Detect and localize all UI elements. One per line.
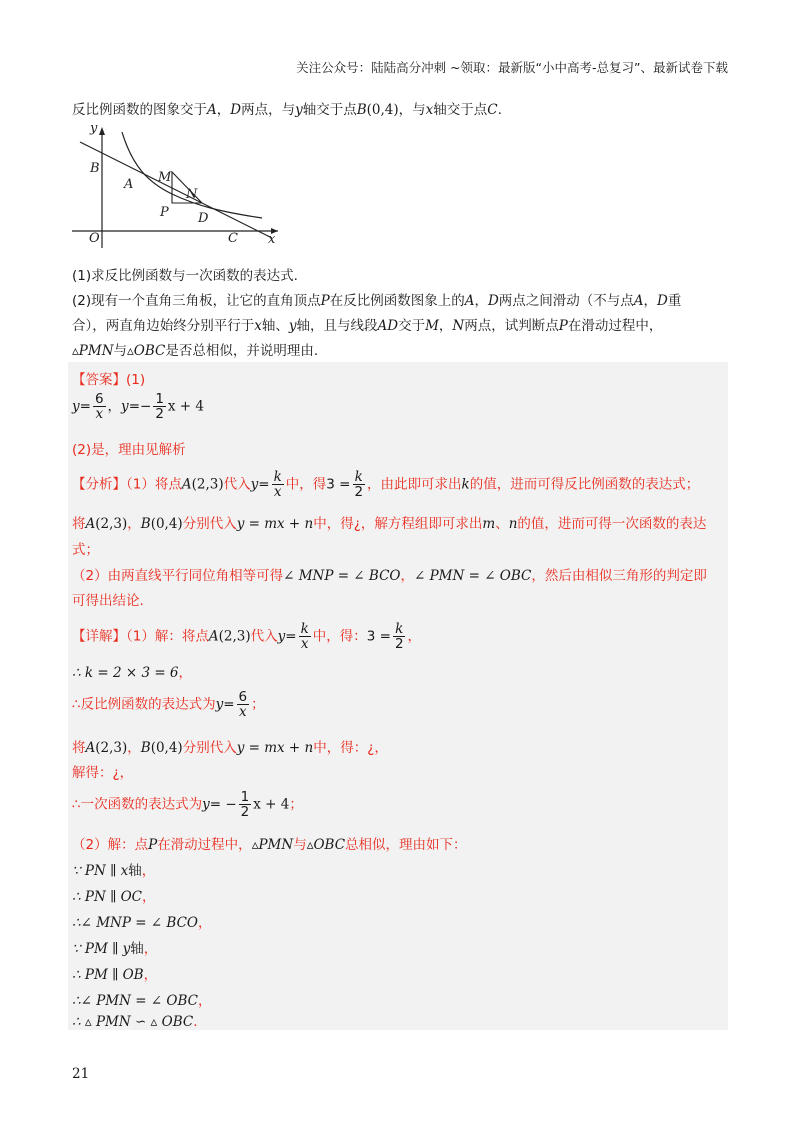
analysis-var: y	[250, 476, 259, 493]
analysis-op: 3 =	[326, 476, 351, 493]
detail-text: ∴反比例函数的表达式为	[72, 696, 216, 713]
q2-var: OBC	[133, 343, 166, 359]
q2-var: N	[452, 318, 465, 334]
q2-var: M	[425, 318, 439, 334]
q2-var: PMN	[78, 343, 114, 359]
q2-var: D	[487, 293, 499, 309]
detail-equation: ∴∠ PMN = ∠ OBC	[72, 993, 198, 1009]
ans-op: =	[79, 398, 91, 415]
frac-den: 2	[155, 406, 164, 423]
q2-var: y	[288, 318, 297, 334]
q2-var: P	[320, 293, 330, 309]
answer-part-1: (1)	[126, 372, 146, 388]
triangle-symbol: ▵	[72, 343, 79, 359]
q2-text: ，	[643, 293, 658, 309]
detail-line-3	[72, 690, 265, 719]
detail-coord: (2,3)	[95, 740, 128, 756]
analysis-text: 代入	[223, 476, 251, 493]
fraction-k-over-2	[393, 622, 406, 651]
intro-text: 两点，与	[241, 102, 296, 118]
detail-equation: ∴ ▵ PMN ∽ ▵ OBC	[72, 1014, 194, 1030]
detail-text: 分别代入	[182, 740, 237, 756]
intro-x-var: x	[425, 102, 434, 118]
detail-text: ∴一次函数的表达式为	[72, 796, 203, 813]
detail-text: 代入	[250, 628, 278, 645]
point-label-a: A	[124, 177, 134, 192]
analysis-var: k	[461, 476, 470, 493]
q2-text: (2)现有一个直角三角板，让它的直角顶点	[72, 293, 321, 309]
analysis-op: =	[258, 476, 270, 493]
intro-end: .	[497, 102, 502, 118]
detail-var: y	[277, 628, 286, 645]
analysis-coord: (2,3)	[191, 476, 224, 493]
point-label-b: B	[90, 161, 100, 176]
analysis-line-1	[72, 470, 699, 499]
detail-var: A	[85, 740, 96, 756]
detail-var: P	[148, 837, 158, 853]
analysis-var: B	[140, 516, 151, 532]
analysis-coord: (0,4)	[150, 516, 183, 532]
analysis-text: 分别代入	[182, 516, 237, 532]
intro-point-d: D	[230, 102, 242, 118]
y-axis-label: y	[90, 121, 98, 136]
detail-equation: ∵ PM ∥ y	[72, 941, 131, 957]
frac-den: 2	[240, 804, 250, 821]
frac-num: 1	[240, 789, 250, 805]
detail-label: 【详解】	[72, 628, 126, 645]
analysis-line-5: 可得出结论.	[72, 593, 144, 609]
detail-text: 总相似，理由如下：	[345, 837, 467, 853]
frac-den: x	[239, 704, 247, 721]
linear-function-line	[80, 142, 272, 238]
question-2-line-2	[72, 314, 662, 334]
intro-text: 轴交于点	[302, 102, 357, 118]
q2-text: 与	[113, 343, 128, 359]
intro-point-a: A	[207, 102, 217, 118]
intro-y-var: y	[295, 102, 303, 118]
intro-text: 反比例函数的图象交于	[72, 102, 207, 118]
detail-text: ；	[289, 796, 303, 813]
frac-num: 6	[238, 689, 248, 705]
detail-line-11	[72, 937, 157, 957]
page-number: 21	[72, 1066, 90, 1082]
analysis-var: A	[181, 476, 192, 493]
ans-var: y	[121, 398, 129, 415]
detail-text: 轴	[128, 863, 142, 879]
ans-op: =−	[128, 398, 152, 415]
frac-num: k	[273, 469, 282, 485]
ans-var: y	[72, 398, 80, 415]
analysis-text: 中，得¿，解方程组即可求出	[313, 516, 483, 532]
detail-op: 3 =	[366, 628, 391, 645]
analysis-text: ，	[127, 516, 141, 532]
detail-text: ，	[197, 993, 212, 1009]
fraction-k-over-2	[352, 470, 365, 499]
question-1: (1)求反比例函数与一次函数的表达式.	[72, 268, 298, 284]
fraction-1-over-2	[153, 392, 166, 421]
detail-text: ，	[127, 740, 141, 756]
detail-text: 将	[72, 740, 86, 756]
fraction-1-over-2	[239, 790, 252, 819]
detail-var: PMN	[258, 837, 294, 853]
q2-text: ，	[438, 318, 453, 334]
q2-text: 在反比例函数图象上的	[329, 293, 465, 309]
point-label-m: M	[158, 170, 172, 185]
analysis-text: ，由此即可求出	[367, 476, 462, 493]
q2-text: 轴、	[261, 318, 289, 334]
detail-var: OBC	[313, 837, 346, 853]
analysis-line-2	[72, 512, 706, 532]
frac-den: x	[95, 406, 104, 423]
q2-var: A	[464, 293, 475, 309]
detail-line-12	[72, 963, 157, 983]
ans-tail: x + 4	[167, 398, 205, 415]
triangle-symbol: ▵	[251, 837, 259, 853]
detail-text: ，	[143, 941, 158, 957]
intro-line	[72, 98, 502, 118]
point-label-o: O	[89, 231, 100, 246]
detail-text: ，	[141, 863, 156, 879]
detail-equation: ∴ PM ∥ OB	[72, 967, 144, 983]
fraction-k-over-x	[299, 622, 311, 651]
intro-text: 轴交于点	[433, 102, 488, 118]
detail-var: A	[208, 628, 219, 645]
q2-text: 两点之间滑动（不与点	[498, 293, 634, 309]
detail-line-14	[72, 1014, 198, 1030]
analysis-label: 【分析】	[72, 476, 126, 493]
detail-text: 与	[293, 837, 307, 853]
detail-text: （1）解：将点	[126, 628, 209, 645]
detail-coord: (0,4)	[150, 740, 183, 756]
point-label-n: N	[186, 187, 198, 202]
detail-line-5: 解得：¿，	[72, 765, 134, 781]
detail-var: y	[215, 696, 224, 713]
x-axis-label: x	[268, 232, 276, 247]
detail-text: ，	[197, 915, 212, 931]
analysis-var: n	[508, 516, 518, 532]
point-label-p: P	[160, 205, 169, 220]
detail-text: 在滑动过程中，	[157, 837, 252, 853]
analysis-text: 、	[495, 516, 509, 532]
fraction-6-over-x	[93, 392, 106, 421]
detail-equation: x + 4	[253, 796, 290, 813]
point-label-d: D	[198, 211, 209, 226]
detail-text: ；	[251, 696, 265, 713]
analysis-var: A	[85, 516, 96, 532]
detail-line-9	[72, 885, 156, 905]
q2-text: 在滑动过程中，	[567, 318, 663, 334]
analysis-angle: ∠ MNP = ∠ BCO	[283, 568, 401, 584]
detail-line-6	[72, 790, 303, 819]
analysis-coord: (2,3)	[95, 516, 128, 532]
analysis-text: ，	[400, 568, 414, 584]
detail-op: =	[223, 696, 235, 713]
q2-var: P	[558, 318, 568, 334]
question-2-line-1	[72, 289, 681, 309]
q2-text: 合），两直角边始终分别平行于	[72, 318, 255, 334]
hyperbola-curve	[122, 132, 262, 218]
analysis-text: （2）由两直线平行同位角相等可得	[72, 568, 284, 584]
intro-sep: ，	[216, 102, 231, 118]
detail-text: ，	[143, 967, 158, 983]
frac-num: 6	[94, 391, 104, 407]
q2-text: 重	[667, 293, 682, 309]
q2-var: x	[254, 318, 262, 334]
detail-line-1	[72, 622, 421, 651]
ans-sep: ，	[107, 398, 122, 415]
triangle-symbol: ▵	[127, 343, 134, 359]
y-axis-arrow-icon	[99, 127, 105, 135]
analysis-text: 的值，进而可得一次函数的表达	[517, 516, 707, 532]
intro-point-b: B	[356, 102, 367, 118]
q2-var: AD	[377, 318, 399, 334]
page-header: 关注公众号：陆陆高分冲刺 ~领取：最新版“小中高考-总复习”、最新试卷下载	[296, 60, 728, 75]
analysis-text: 将	[72, 516, 86, 532]
frac-den: x	[273, 484, 282, 501]
frac-den: 2	[394, 636, 404, 653]
detail-var: y	[202, 796, 210, 813]
fraction-k-over-x	[272, 470, 284, 499]
analysis-text: 的值，进而可得反比例函数的表达式；	[469, 476, 700, 493]
analysis-angle: ∠ PMN = ∠ OBC	[413, 568, 532, 584]
q2-text: 交于	[398, 318, 426, 334]
analysis-var: m	[482, 516, 496, 532]
q2-text: 两点，试判断点	[464, 318, 559, 334]
detail-text: ，	[142, 889, 156, 905]
intro-point-c: C	[487, 102, 498, 118]
detail-equation: y = mx + n	[236, 740, 314, 756]
triangle-symbol: ▵	[306, 837, 314, 853]
q2-text: 轴，且与线段	[296, 318, 378, 334]
detail-line-7	[72, 833, 467, 853]
point-label-c: C	[228, 231, 238, 246]
analysis-text: 中，得	[285, 476, 327, 493]
answer-heading	[72, 368, 145, 388]
frac-den: x	[300, 636, 309, 653]
detail-coord: (2,3)	[218, 628, 251, 645]
detail-line-13	[72, 989, 211, 1009]
analysis-text: ，然后由相似三角形的判定即	[531, 568, 707, 584]
detail-equation: ∴ PN ∥ OC	[72, 889, 142, 905]
question-2-line-3	[72, 339, 318, 359]
intro-b-coord: (0,4)	[366, 102, 399, 118]
frac-num: 1	[155, 391, 164, 407]
q2-text: ，	[474, 293, 488, 309]
q2-var: A	[633, 293, 644, 309]
intro-text: ，与	[398, 102, 426, 118]
detail-line-10	[72, 911, 211, 931]
frac-num: k	[395, 621, 404, 637]
detail-text: 中，得：	[312, 628, 367, 645]
detail-equation: ∴ k = 2 × 3 = 6	[72, 665, 179, 681]
detail-line-4	[72, 736, 388, 756]
q2-text: 是否总相似，并说明理由.	[165, 343, 319, 359]
answer-formula-line	[72, 392, 204, 421]
fraction-6-over-x	[237, 690, 250, 719]
analysis-equation: y = mx + n	[236, 516, 314, 532]
answer-label: 【答案】	[72, 372, 126, 388]
detail-text: 轴	[130, 941, 144, 957]
detail-line-2	[72, 661, 192, 681]
analysis-line-3: 式；	[72, 542, 99, 558]
detail-text: ，	[407, 628, 422, 645]
detail-line-8	[72, 859, 155, 879]
frac-den: 2	[354, 484, 364, 501]
detail-text: （2）解：点	[72, 837, 149, 853]
detail-text: 中，得：¿，	[313, 740, 388, 756]
analysis-text: （1）将点	[126, 476, 182, 493]
function-graph-figure	[72, 120, 287, 252]
detail-text: .	[193, 1014, 198, 1030]
frac-num: k	[300, 621, 309, 637]
analysis-line-4	[72, 564, 707, 584]
detail-equation: ∵ PN ∥ x	[72, 863, 129, 879]
q2-var: D	[657, 293, 668, 309]
detail-equation: ∴∠ MNP = ∠ BCO	[72, 915, 198, 931]
detail-text: ，	[178, 665, 193, 681]
detail-op: = −	[209, 796, 237, 813]
detail-op: =	[285, 628, 297, 645]
frac-num: k	[354, 469, 363, 485]
detail-var: B	[140, 740, 151, 756]
answer-part-2: (2)是，理由见解析	[72, 442, 186, 458]
